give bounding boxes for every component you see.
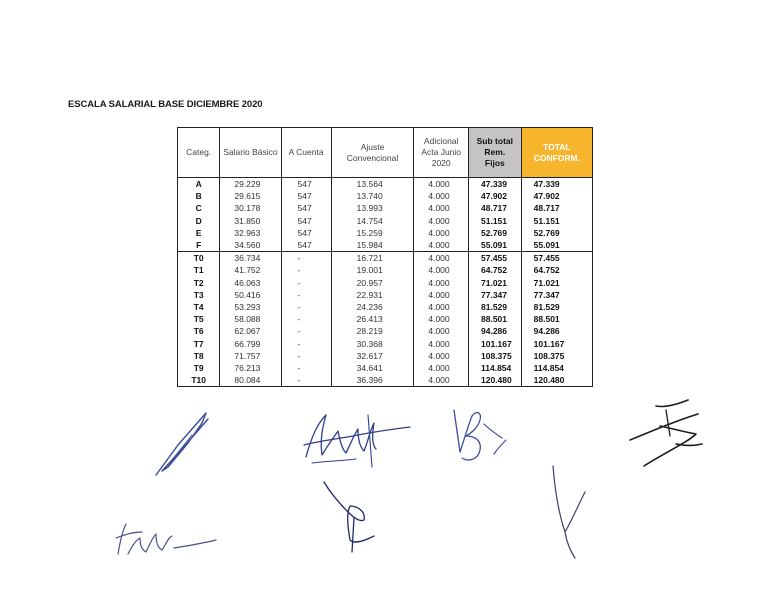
header-categ: Categ. xyxy=(178,128,220,178)
cell-total: 120.480 xyxy=(521,374,592,387)
cell-adicional: 4.000 xyxy=(414,362,469,374)
cell-a-cuenta: 547 xyxy=(281,239,331,252)
header-a-cuenta: A Cuenta xyxy=(281,128,331,178)
cell-subtotal: 101.167 xyxy=(469,338,522,350)
cell-salario-basico: 29.615 xyxy=(220,190,281,202)
header-ajuste-label: Ajuste Convencional xyxy=(346,141,399,163)
signature-6 xyxy=(318,478,380,558)
table-row xyxy=(178,227,593,239)
header-subtotal xyxy=(469,128,522,178)
cell-categ: T6 xyxy=(178,325,220,337)
cell-ajuste-convencional: 30.368 xyxy=(331,338,414,350)
table-row xyxy=(178,190,593,202)
cell-ajuste-convencional: 16.721 xyxy=(331,252,414,265)
cell-adicional: 4.000 xyxy=(414,313,469,325)
cell-categ: T1 xyxy=(178,264,220,276)
cell-ajuste-convencional: 19.001 xyxy=(331,264,414,276)
header-adicional-acta xyxy=(414,128,469,178)
cell-a-cuenta: - xyxy=(281,350,331,362)
cell-salario-basico: 80.084 xyxy=(220,374,281,387)
cell-ajuste-convencional: 26.413 xyxy=(331,313,414,325)
cell-salario-basico: 66.799 xyxy=(220,338,281,350)
cell-subtotal: 94.286 xyxy=(469,325,522,337)
cell-salario-basico: 46.063 xyxy=(220,277,281,289)
cell-adicional: 4.000 xyxy=(414,289,469,301)
table-header xyxy=(178,128,593,178)
table-row xyxy=(178,301,593,313)
cell-subtotal: 120.480 xyxy=(469,374,522,387)
cell-categ: T10 xyxy=(178,374,220,387)
cell-categ: D xyxy=(178,215,220,227)
cell-salario-basico: 29.229 xyxy=(220,178,281,191)
cell-a-cuenta: - xyxy=(281,374,331,387)
cell-total: 108.375 xyxy=(521,350,592,362)
cell-a-cuenta: - xyxy=(281,301,331,313)
cell-salario-basico: 76.213 xyxy=(220,362,281,374)
cell-categ: C xyxy=(178,202,220,214)
cell-adicional: 4.000 xyxy=(414,215,469,227)
header-ajuste-convencional xyxy=(331,128,414,178)
table-row xyxy=(178,277,593,289)
signature-4 xyxy=(626,396,706,476)
cell-a-cuenta: - xyxy=(281,313,331,325)
cell-ajuste-convencional: 32.617 xyxy=(331,350,414,362)
cell-total: 81.529 xyxy=(521,301,592,313)
cell-total: 57.455 xyxy=(521,252,592,265)
cell-categ: T0 xyxy=(178,252,220,265)
cell-ajuste-convencional: 15.259 xyxy=(331,227,414,239)
cell-adicional: 4.000 xyxy=(414,301,469,313)
cell-a-cuenta: - xyxy=(281,252,331,265)
cell-subtotal: 47.902 xyxy=(469,190,522,202)
cell-a-cuenta: 547 xyxy=(281,215,331,227)
cell-subtotal: 77.347 xyxy=(469,289,522,301)
cell-subtotal: 57.455 xyxy=(469,252,522,265)
table-row xyxy=(178,362,593,374)
cell-a-cuenta: - xyxy=(281,264,331,276)
cell-salario-basico: 36.734 xyxy=(220,252,281,265)
cell-total: 64.752 xyxy=(521,264,592,276)
signature-7 xyxy=(545,452,591,562)
cell-salario-basico: 53.293 xyxy=(220,301,281,313)
header-total xyxy=(521,128,592,178)
header-subtotal-label: Sub total Rem. Fijos xyxy=(476,136,513,168)
signature-5 xyxy=(112,510,224,560)
cell-categ: T4 xyxy=(178,301,220,313)
cell-total: 88.501 xyxy=(521,313,592,325)
table-row xyxy=(178,215,593,227)
signature-2 xyxy=(298,405,416,473)
cell-categ: B xyxy=(178,190,220,202)
cell-categ: T2 xyxy=(178,277,220,289)
cell-adicional: 4.000 xyxy=(414,325,469,337)
cell-a-cuenta: - xyxy=(281,277,331,289)
cell-subtotal: 108.375 xyxy=(469,350,522,362)
cell-ajuste-convencional: 14.754 xyxy=(331,215,414,227)
cell-total: 77.347 xyxy=(521,289,592,301)
cell-ajuste-convencional: 36.396 xyxy=(331,374,414,387)
cell-salario-basico: 41.752 xyxy=(220,264,281,276)
cell-ajuste-convencional: 24.236 xyxy=(331,301,414,313)
cell-categ: T3 xyxy=(178,289,220,301)
cell-total: 101.167 xyxy=(521,338,592,350)
table-row xyxy=(178,202,593,214)
cell-categ: A xyxy=(178,178,220,191)
cell-adicional: 4.000 xyxy=(414,350,469,362)
cell-ajuste-convencional: 22.931 xyxy=(331,289,414,301)
table-row xyxy=(178,313,593,325)
cell-total: 55.091 xyxy=(521,239,592,252)
header-row xyxy=(178,128,593,178)
cell-total: 51.151 xyxy=(521,215,592,227)
table-row xyxy=(178,252,593,265)
cell-salario-basico: 32.963 xyxy=(220,227,281,239)
cell-adicional: 4.000 xyxy=(414,202,469,214)
header-adicional-label: Adicional Acta Junio 2020 xyxy=(421,136,462,168)
cell-total: 71.021 xyxy=(521,277,592,289)
cell-a-cuenta: 547 xyxy=(281,178,331,191)
cell-ajuste-convencional: 13.740 xyxy=(331,190,414,202)
cell-a-cuenta: 547 xyxy=(281,202,331,214)
cell-categ: T8 xyxy=(178,350,220,362)
cell-categ: F xyxy=(178,239,220,252)
cell-salario-basico: 30.178 xyxy=(220,202,281,214)
cell-adicional: 4.000 xyxy=(414,338,469,350)
cell-subtotal: 81.529 xyxy=(469,301,522,313)
cell-total: 94.286 xyxy=(521,325,592,337)
cell-salario-basico: 34.560 xyxy=(220,239,281,252)
cell-subtotal: 52.769 xyxy=(469,227,522,239)
cell-categ: T9 xyxy=(178,362,220,374)
table-row xyxy=(178,264,593,276)
cell-subtotal: 55.091 xyxy=(469,239,522,252)
cell-adicional: 4.000 xyxy=(414,374,469,387)
cell-a-cuenta: - xyxy=(281,289,331,301)
cell-adicional: 4.000 xyxy=(414,277,469,289)
cell-ajuste-convencional: 13.564 xyxy=(331,178,414,191)
cell-ajuste-convencional: 13.993 xyxy=(331,202,414,214)
cell-a-cuenta: - xyxy=(281,325,331,337)
header-salario-basico: Salario Básico xyxy=(220,128,281,178)
cell-adicional: 4.000 xyxy=(414,239,469,252)
cell-subtotal: 114.854 xyxy=(469,362,522,374)
cell-salario-basico: 71.757 xyxy=(220,350,281,362)
cell-subtotal: 64.752 xyxy=(469,264,522,276)
cell-adicional: 4.000 xyxy=(414,252,469,265)
cell-a-cuenta: - xyxy=(281,338,331,350)
cell-total: 47.902 xyxy=(521,190,592,202)
cell-total: 48.717 xyxy=(521,202,592,214)
cell-adicional: 4.000 xyxy=(414,264,469,276)
cell-adicional: 4.000 xyxy=(414,178,469,191)
salary-scale-table xyxy=(177,127,593,387)
header-total-label: TOTAL CONFORM. xyxy=(533,141,580,163)
cell-a-cuenta: 547 xyxy=(281,227,331,239)
table-row xyxy=(178,239,593,252)
signature-1 xyxy=(148,405,228,485)
cell-categ: E xyxy=(178,227,220,239)
cell-salario-basico: 31.850 xyxy=(220,215,281,227)
table-row xyxy=(178,374,593,387)
table-row xyxy=(178,350,593,362)
table-row xyxy=(178,178,593,191)
cell-adicional: 4.000 xyxy=(414,227,469,239)
cell-adicional: 4.000 xyxy=(414,190,469,202)
cell-total: 52.769 xyxy=(521,227,592,239)
document-title: ESCALA SALARIAL BASE DICIEMBRE 2020 xyxy=(68,99,263,110)
cell-ajuste-convencional: 34.641 xyxy=(331,362,414,374)
cell-ajuste-convencional: 20.957 xyxy=(331,277,414,289)
cell-a-cuenta: 547 xyxy=(281,190,331,202)
cell-total: 114.854 xyxy=(521,362,592,374)
cell-subtotal: 48.717 xyxy=(469,202,522,214)
table-row xyxy=(178,338,593,350)
cell-subtotal: 88.501 xyxy=(469,313,522,325)
cell-salario-basico: 62.067 xyxy=(220,325,281,337)
cell-subtotal: 51.151 xyxy=(469,215,522,227)
cell-categ: T5 xyxy=(178,313,220,325)
cell-categ: T7 xyxy=(178,338,220,350)
cell-salario-basico: 50.416 xyxy=(220,289,281,301)
table-row xyxy=(178,289,593,301)
cell-total: 47.339 xyxy=(521,178,592,191)
cell-ajuste-convencional: 15.984 xyxy=(331,239,414,252)
table-body xyxy=(178,178,593,387)
signature-3 xyxy=(446,404,510,470)
cell-a-cuenta: - xyxy=(281,362,331,374)
cell-subtotal: 47.339 xyxy=(469,178,522,191)
cell-subtotal: 71.021 xyxy=(469,277,522,289)
table-row xyxy=(178,325,593,337)
cell-salario-basico: 58.088 xyxy=(220,313,281,325)
cell-ajuste-convencional: 28.219 xyxy=(331,325,414,337)
